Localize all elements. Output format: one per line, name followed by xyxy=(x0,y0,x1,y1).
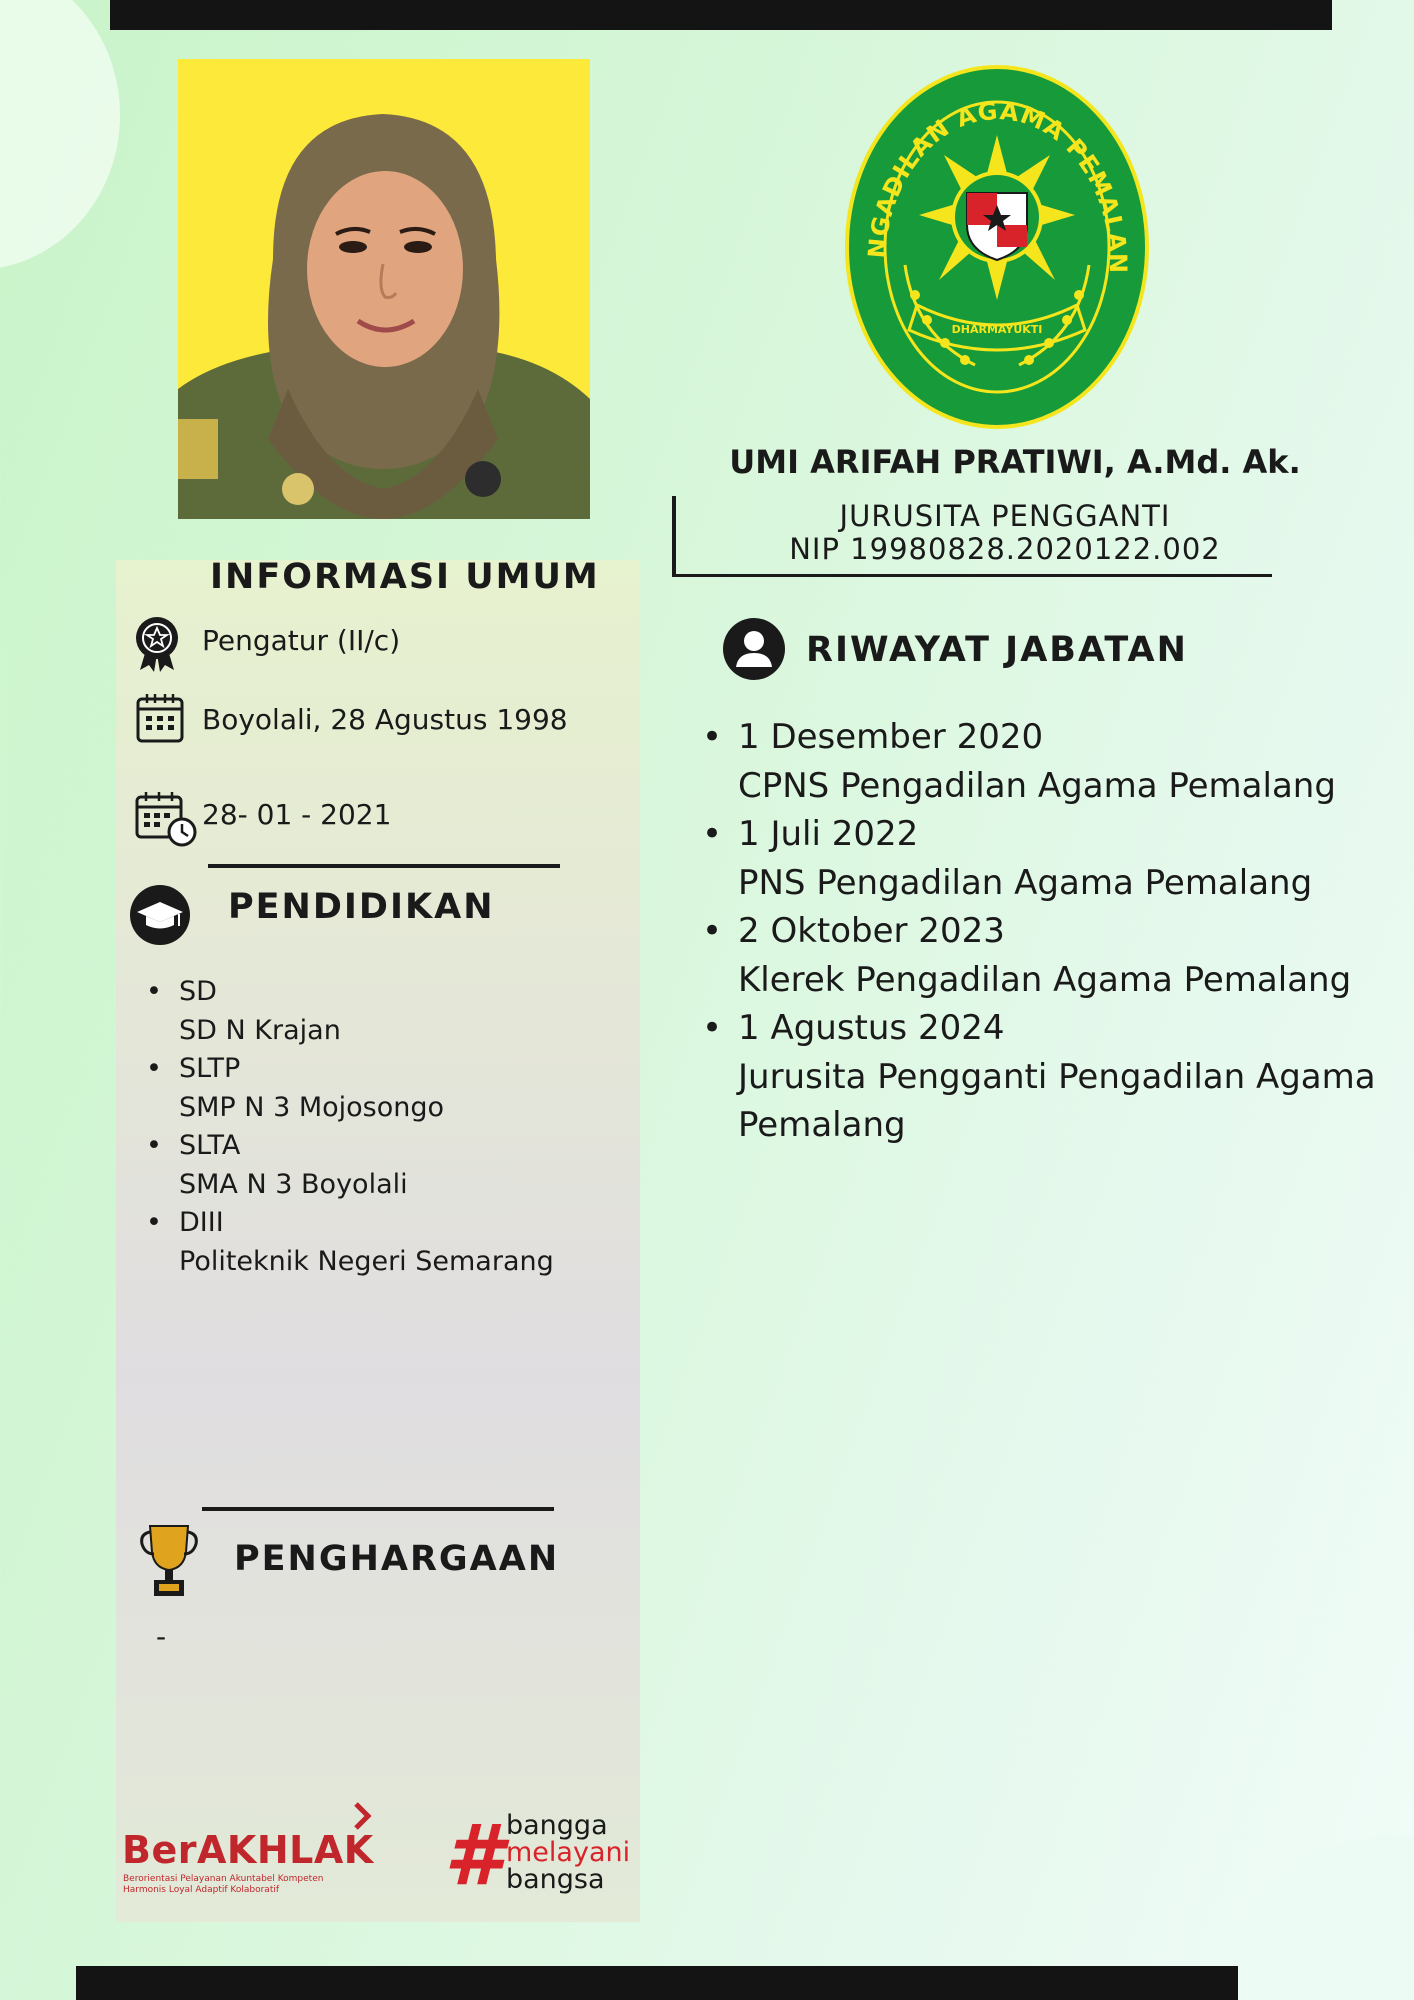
position-block xyxy=(740,500,1270,566)
section-title-pendidikan: PENDIDIKAN xyxy=(228,887,495,927)
list-item: • SLTP SMP N 3 Mojosongo xyxy=(146,1050,606,1127)
employee-name: UMI ARIFAH PRATIWI, A.Md. Ak. xyxy=(729,443,1301,481)
list-item: • 1 Desember 2020 CPNS Pengadilan Agama Pemalang xyxy=(704,713,1404,810)
berakhlak-title: BerAKHLAK xyxy=(122,1828,374,1872)
decorative-circle xyxy=(1220,1835,1414,2000)
berakhlak-logo xyxy=(122,1802,382,1895)
bottom-bar xyxy=(76,1966,1238,2000)
berakhlak-subtitle-2: Harmonis Loyal Adaptif Kolaboratif xyxy=(123,1885,280,1895)
list-item: • DIII Politeknik Negeri Semarang xyxy=(146,1204,606,1281)
section-title-penghargaan: PENGHARGAAN xyxy=(234,1539,560,1579)
riwayat-jabatan-list xyxy=(704,713,1404,1150)
position-title: JURUSITA PENGGANTI xyxy=(839,499,1171,533)
bangga-melayani-logo xyxy=(444,1806,644,1904)
tmt-value: 28- 01 - 2021 xyxy=(202,798,392,831)
position-underline xyxy=(672,574,1272,577)
profile-photo xyxy=(178,59,590,519)
bangga-line-1: bangga xyxy=(506,1810,608,1841)
hashtag-icon: # xyxy=(444,1806,503,1904)
top-bar xyxy=(110,0,1332,30)
employee-nip: NIP 19980828.2020122.002 xyxy=(789,532,1221,566)
list-item: • 1 Agustus 2024 Jurusita Pengganti Pengadilan Agama Pemalang xyxy=(704,1004,1404,1150)
calendar-icon xyxy=(135,692,185,749)
medal-icon xyxy=(132,614,182,677)
court-logo xyxy=(845,65,1150,430)
bangga-line-3: bangsa xyxy=(506,1864,605,1895)
user-icon xyxy=(722,617,786,686)
list-item: • SD SD N Krajan xyxy=(146,973,606,1050)
list-item: • SLTA SMA N 3 Boyolali xyxy=(146,1127,606,1204)
position-bracket xyxy=(672,496,676,574)
berakhlak-subtitle-1: Berorientasi Pelayanan Akuntabel Kompeten xyxy=(123,1874,324,1884)
calendar-clock-icon xyxy=(134,790,198,853)
list-item: • 1 Juli 2022 PNS Pengadilan Agama Pemalang xyxy=(704,810,1404,907)
penghargaan-value: - xyxy=(156,1620,167,1653)
section-title-informasi-umum: INFORMASI UMUM xyxy=(210,557,600,597)
divider xyxy=(208,864,560,868)
graduation-cap-icon xyxy=(129,884,191,951)
pangkat-value: Pengatur (II/c) xyxy=(202,624,401,657)
section-title-riwayat-jabatan: RIWAYAT JABATAN xyxy=(806,630,1188,670)
logo-ring-text: NGADILAN AGAMA PEMALAN xyxy=(862,96,1133,275)
trophy-icon xyxy=(140,1522,198,1603)
pendidikan-list xyxy=(146,973,606,1281)
decorative-circle xyxy=(0,0,120,270)
ttl-value: Boyolali, 28 Agustus 1998 xyxy=(202,703,568,736)
list-item: • 2 Oktober 2023 Klerek Pengadilan Agama Pemalang xyxy=(704,907,1404,1004)
bangga-line-2: melayani xyxy=(506,1837,631,1868)
divider xyxy=(202,1507,554,1511)
logo-ribbon-text: DHARMAYUKTI xyxy=(951,323,1043,336)
